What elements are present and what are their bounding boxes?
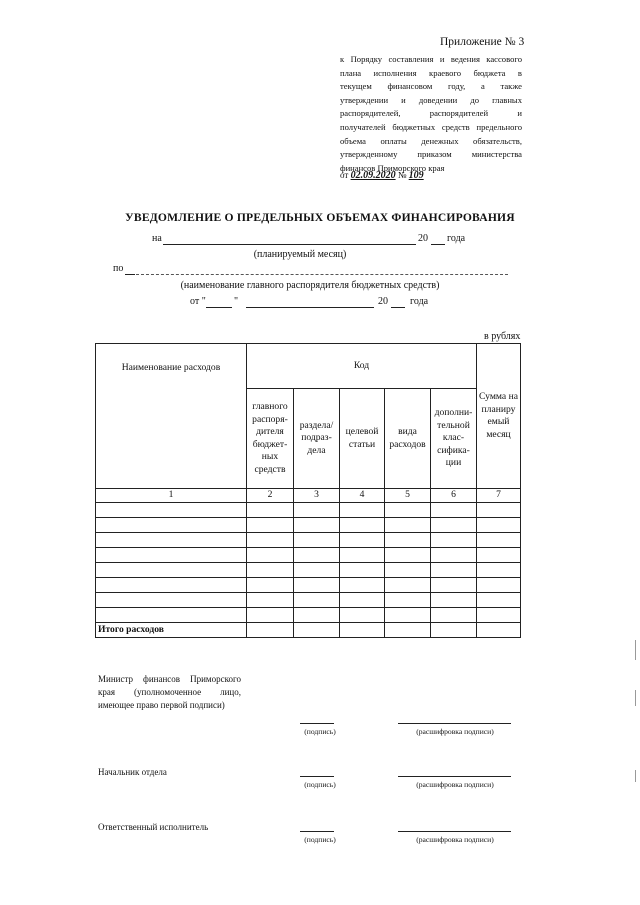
table-cell xyxy=(477,578,521,593)
appendix-line: плана исполнения краевого бюджета в xyxy=(340,67,522,78)
table-cell xyxy=(294,623,340,638)
table-cell xyxy=(96,578,247,593)
col-number: 5 xyxy=(385,489,431,503)
table-cell xyxy=(96,518,247,533)
on-label: на xyxy=(152,233,162,244)
table-cell xyxy=(431,533,477,548)
table-cell xyxy=(340,623,385,638)
org-caption: (наименование главного распорядителя бюджетных средств) xyxy=(180,280,440,291)
scan-edge-mark xyxy=(635,690,636,706)
sub-header-extra-class: дополни- тельной клас- сифика- ции xyxy=(431,389,477,489)
table-cell xyxy=(340,608,385,623)
sub-header-section: раздела/ подраз- дела xyxy=(294,389,340,489)
col-number: 2 xyxy=(247,489,294,503)
appendix-line: распорядителей, распорядителей и xyxy=(340,108,522,119)
table-row xyxy=(96,578,521,593)
appendix-line: объема оплаты денежных обязательств, xyxy=(340,135,522,146)
by-short-line xyxy=(125,274,135,275)
table-cell xyxy=(294,578,340,593)
table-cell xyxy=(477,593,521,608)
table-cell xyxy=(247,548,294,563)
table-row xyxy=(96,533,521,548)
table-cell xyxy=(247,608,294,623)
from-label: от " xyxy=(190,296,206,307)
table-cell xyxy=(477,563,521,578)
table-cell xyxy=(247,578,294,593)
table-cell xyxy=(96,593,247,608)
table-cell xyxy=(340,518,385,533)
year-line xyxy=(431,244,445,245)
minister-decode-caption: (расшифровка подписи) xyxy=(416,727,494,736)
document-title: УВЕДОМЛЕНИЕ О ПРЕДЕЛЬНЫХ ОБЪЕМАХ ФИНАНСИРОВАНИЯ xyxy=(125,211,515,224)
table-row xyxy=(96,518,521,533)
col-number: 3 xyxy=(294,489,340,503)
table-cell xyxy=(477,533,521,548)
appendix-line: утвержденному приказом министерства xyxy=(340,149,522,160)
col-number: 7 xyxy=(477,489,521,503)
table-cell xyxy=(431,608,477,623)
number-prefix: № xyxy=(397,170,407,180)
table-cell xyxy=(96,548,247,563)
col-name-header: Наименование расходов xyxy=(96,344,247,489)
month-line xyxy=(163,244,416,245)
quote-close: " xyxy=(234,296,239,307)
table-cell xyxy=(431,593,477,608)
table-cell xyxy=(247,533,294,548)
year-line-2 xyxy=(391,307,405,308)
head-decode-line xyxy=(398,776,511,777)
minister-label: Министр финансов Приморского края (уполномоченное лицо, имеющее право первой подписи) xyxy=(98,674,241,710)
appendix-text xyxy=(340,53,522,175)
sub-header-target: целевой статьи xyxy=(340,389,385,489)
table-row xyxy=(96,503,521,518)
table-cell xyxy=(340,593,385,608)
by-label: по xyxy=(113,263,124,274)
col-number: 6 xyxy=(431,489,477,503)
table-row xyxy=(96,563,521,578)
table-cell xyxy=(477,608,521,623)
table-row xyxy=(96,608,521,623)
year-suffix: года xyxy=(447,233,466,244)
table-cell xyxy=(96,563,247,578)
total-label: Итого расходов xyxy=(96,623,247,638)
table-cell xyxy=(385,623,431,638)
table-cell xyxy=(431,623,477,638)
appendix-title: Приложение № 3 xyxy=(440,36,525,48)
sub-header-expense-type: вида расходов xyxy=(385,389,431,489)
table-cell xyxy=(477,503,521,518)
minister-sign-caption: (подпись) xyxy=(304,727,336,736)
table-cell xyxy=(340,548,385,563)
col-number: 4 xyxy=(340,489,385,503)
head-sign-line xyxy=(300,776,334,777)
from-month-line xyxy=(246,307,374,308)
executor-decode-line xyxy=(398,831,511,832)
appendix-date xyxy=(340,170,424,181)
col-number: 1 xyxy=(96,489,247,503)
number-value: 109 xyxy=(408,170,424,181)
table-cell xyxy=(247,518,294,533)
executor-decode-caption: (расшифровка подписи) xyxy=(416,835,494,844)
table-cell xyxy=(477,548,521,563)
year-suffix-2: года xyxy=(410,296,429,307)
table-cell xyxy=(340,503,385,518)
table-cell xyxy=(431,518,477,533)
table-cell xyxy=(385,578,431,593)
table-cell xyxy=(294,548,340,563)
executor-sign-line xyxy=(300,831,334,832)
units-label: в рублях xyxy=(484,331,521,342)
total-row xyxy=(96,623,521,638)
table-cell xyxy=(294,608,340,623)
table-cell xyxy=(247,563,294,578)
table-cell xyxy=(247,503,294,518)
month-caption: (планируемый месяц) xyxy=(253,249,347,260)
table-cell xyxy=(385,503,431,518)
table-cell xyxy=(385,518,431,533)
appendix-line: утверждении и доведении до главных xyxy=(340,94,522,105)
sub-header-manager: главного распоря- дителя бюджет- ных средств xyxy=(247,389,294,489)
table-cell xyxy=(385,533,431,548)
table-cell xyxy=(340,563,385,578)
table-cell xyxy=(96,503,247,518)
executor-label: Ответственный исполнитель xyxy=(98,822,209,832)
table-cell xyxy=(247,593,294,608)
table-cell xyxy=(294,593,340,608)
appendix-line: текущем финансовом году, а также xyxy=(340,81,522,92)
table-cell xyxy=(247,623,294,638)
table-cell xyxy=(431,563,477,578)
table-cell xyxy=(385,563,431,578)
day-line xyxy=(206,307,232,308)
head-decode-caption: (расшифровка подписи) xyxy=(416,780,494,789)
table-cell xyxy=(477,623,521,638)
table-cell xyxy=(431,503,477,518)
table-cell xyxy=(431,578,477,593)
head-sign-caption: (подпись) xyxy=(304,780,336,789)
table-cell xyxy=(96,608,247,623)
table-cell xyxy=(294,518,340,533)
table-header-row xyxy=(96,344,521,389)
head-label: Начальник отдела xyxy=(98,767,167,777)
minister-decode-line xyxy=(398,723,511,724)
table-row xyxy=(96,548,521,563)
financing-table xyxy=(95,343,521,638)
appendix-line: получателей бюджетных средств предельного xyxy=(340,121,522,132)
table-cell xyxy=(294,503,340,518)
col-sum-header: Сумма на планиру емый месяц xyxy=(477,344,521,489)
table-cell xyxy=(385,593,431,608)
scan-edge-mark xyxy=(635,770,636,782)
year-prefix: 20 xyxy=(418,233,428,244)
column-number-row xyxy=(96,489,521,503)
table-row xyxy=(96,593,521,608)
table-cell xyxy=(96,533,247,548)
table-cell xyxy=(385,548,431,563)
table-cell xyxy=(340,578,385,593)
appendix-line: к Порядку составления и ведения кассового xyxy=(340,54,522,64)
scan-edge-mark xyxy=(635,640,636,660)
org-line xyxy=(136,274,508,275)
date-value: 02.09.2020 xyxy=(350,170,396,181)
year-prefix-2: 20 xyxy=(378,296,388,307)
table-cell xyxy=(477,518,521,533)
col-code-header: Код xyxy=(247,344,477,389)
table-cell xyxy=(294,533,340,548)
minister-sign-line xyxy=(300,723,334,724)
appendix-line: финансов Приморского края xyxy=(340,162,445,173)
date-prefix: от xyxy=(340,170,349,180)
table-cell xyxy=(340,533,385,548)
executor-sign-caption: (подпись) xyxy=(304,835,336,844)
table-cell xyxy=(385,608,431,623)
table-cell xyxy=(431,548,477,563)
table-cell xyxy=(294,563,340,578)
